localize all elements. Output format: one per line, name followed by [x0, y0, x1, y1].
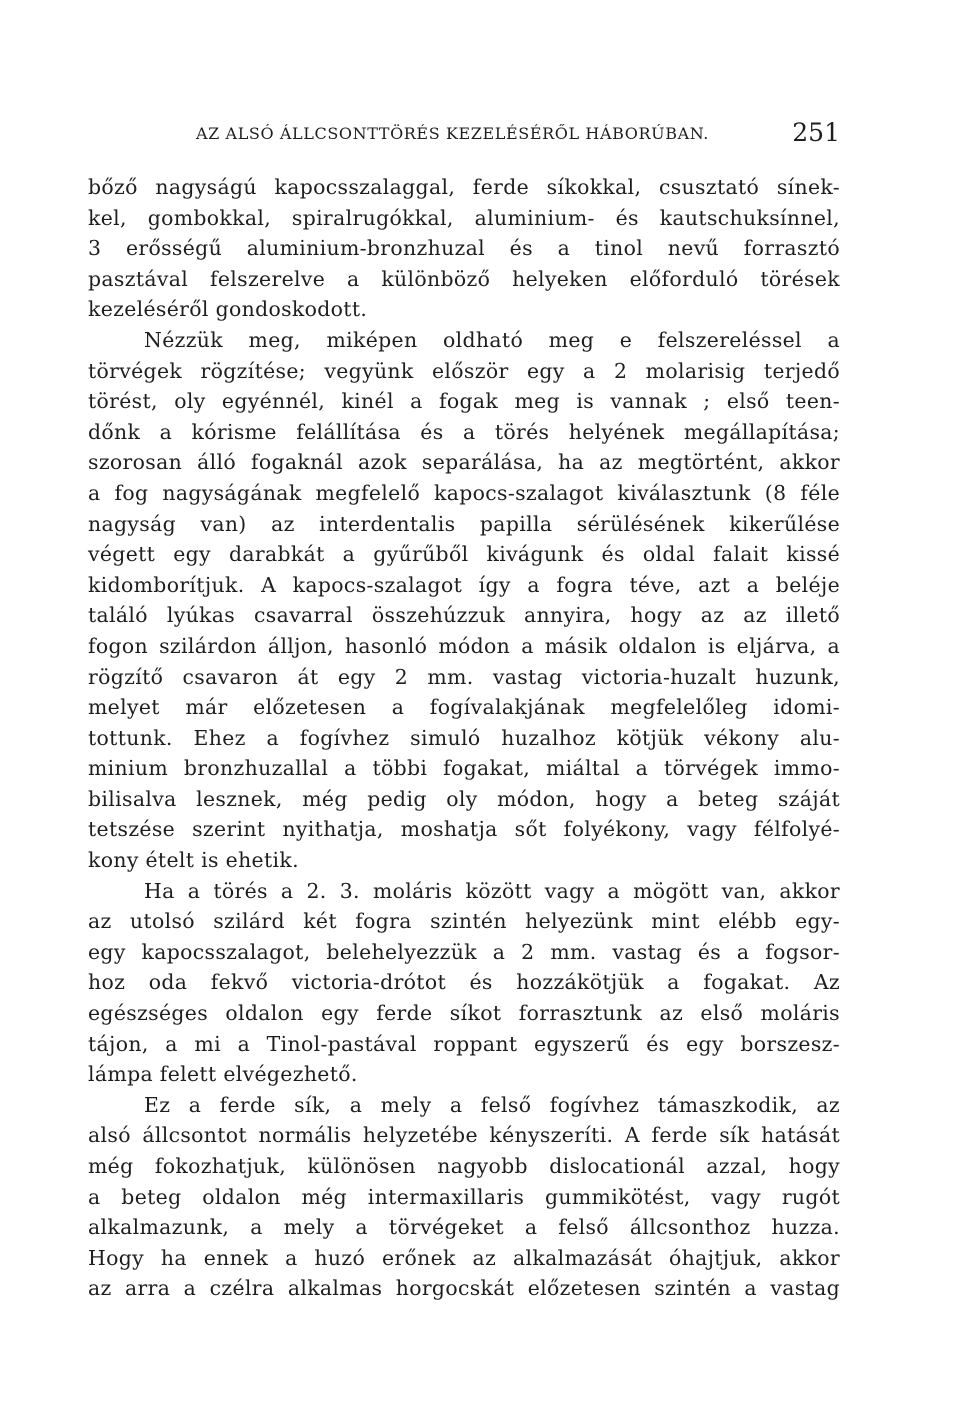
text-line: alkalmazunk, a mely a törvégeket a felső állcsonthoz huzza.	[88, 1215, 840, 1240]
text-line: bilisalva lesznek, még pedig oly módon, hogy a beteg száját	[88, 786, 840, 811]
text-line: minium bronzhuzallal a többi fogakat, miáltal a törvégek immo-	[88, 756, 840, 781]
running-head: AZ ALSÓ ÁLLCSONTTÖRÉS KEZELÉSÉRŐL HÁBORÚBAN.	[196, 124, 709, 143]
text-line: tottunk. Ehez a fogívhez simuló huzalhoz kötjük vékony alu-	[88, 725, 840, 750]
text-line: az utolsó szilárd két fogra szintén helyezünk mint elébb egy-	[88, 909, 840, 934]
text-line: hoz oda fekvő victoria-drótot és hozzákötjük a fogakat. Az	[88, 970, 840, 995]
text-line: szorosan álló fogaknál azok separálása, ha az megtörtént, akkor	[88, 450, 840, 475]
text-line: nagyság van) az interdentalis papilla sérülésének kikerűlése	[88, 511, 840, 536]
text-line: az arra a czélra alkalmas horgocskát előzetesen szintén a vastag	[88, 1276, 840, 1301]
page-number: 251	[792, 118, 840, 147]
text-line: a beteg oldalon még intermaxillaris gummikötést, vagy rugót	[88, 1184, 840, 1209]
text-line: bőző nagyságú kapocsszalaggal, ferde síkokkal, csusztató sínek-	[88, 175, 840, 199]
text-line: törést, oly egyénnél, kinél a fogak meg is vannak ; első teen-	[88, 389, 840, 414]
text-line: tájon, a mi a Tinol-pastával roppant egyszerű és egy borszesz-	[88, 1031, 840, 1056]
text-line: végett egy darabkát a gyűrűből kivágunk és oldal falait kissé	[88, 542, 840, 567]
text-line: alsó állcsontot normális helyzetébe kényszeríti. A ferde sík hatását	[88, 1123, 840, 1148]
text-line: Ez a ferde sík, a mely a felső fogívhez támaszkodik, az	[144, 1092, 840, 1117]
text-line: dőnk a kórisme felállítása és a törés helyének megállapítása;	[88, 419, 840, 444]
text-line: lámpa felett elvégezhető.	[88, 1062, 358, 1087]
body-text	[88, 172, 840, 1304]
text-line: Nézzük meg, miképen oldható meg e felszereléssel a	[144, 327, 840, 352]
page-header	[88, 118, 840, 158]
text-line: fogon szilárdon álljon, hasonló módon a másik oldalon is eljárva, a	[88, 633, 840, 658]
text-line: találó lyúkas csavarral összehúzzuk annyira, hogy az az illető	[88, 603, 840, 628]
text-line: kezeléséről gondoskodott.	[88, 297, 368, 322]
text-line: Ha a törés a 2. 3. moláris között vagy a mögött van, akkor	[144, 878, 840, 903]
text-line: pasztával felszerelve a különböző helyeken előforduló törések	[88, 266, 840, 291]
text-line: kidomborítjuk. A kapocs-szalagot így a fogra téve, azt a beléje	[88, 572, 840, 597]
text-line: még fokozhatjuk, különösen nagyobb dislocationál azzal, hogy	[88, 1154, 840, 1178]
text-line: a fog nagyságának megfelelő kapocs-szalagot kiválasztunk (8 féle	[88, 480, 840, 505]
text-line: kony ételt is ehetik.	[88, 848, 299, 873]
text-line: 3 erősségű aluminium-bronzhuzal és a tinol nevű forrasztó	[88, 236, 840, 261]
text-line: Hogy ha ennek a huzó erőnek az alkalmazását óhajtjuk, akkor	[88, 1245, 840, 1270]
text-line: melyet már előzetesen a fogívalakjának megfelelőleg idomi-	[88, 695, 840, 720]
text-line: rögzítő csavaron át egy 2 mm. vastag victoria-huzalt huzunk,	[88, 664, 840, 689]
text-line: kel, gombokkal, spiralrugókkal, aluminium- és kautschuksínnel,	[88, 205, 840, 230]
text-line: törvégek rögzítése; vegyünk először egy a 2 molarisig terjedő	[88, 358, 840, 383]
text-line: tetszése szerint nyithatja, moshatja sőt folyékony, vagy félfolyé-	[88, 817, 840, 842]
text-line: egy kapocsszalagot, belehelyezzük a 2 mm. vastag és a fogsor-	[88, 939, 840, 964]
text-line: egészséges oldalon egy ferde síkot forrasztunk az első moláris	[88, 1001, 840, 1026]
